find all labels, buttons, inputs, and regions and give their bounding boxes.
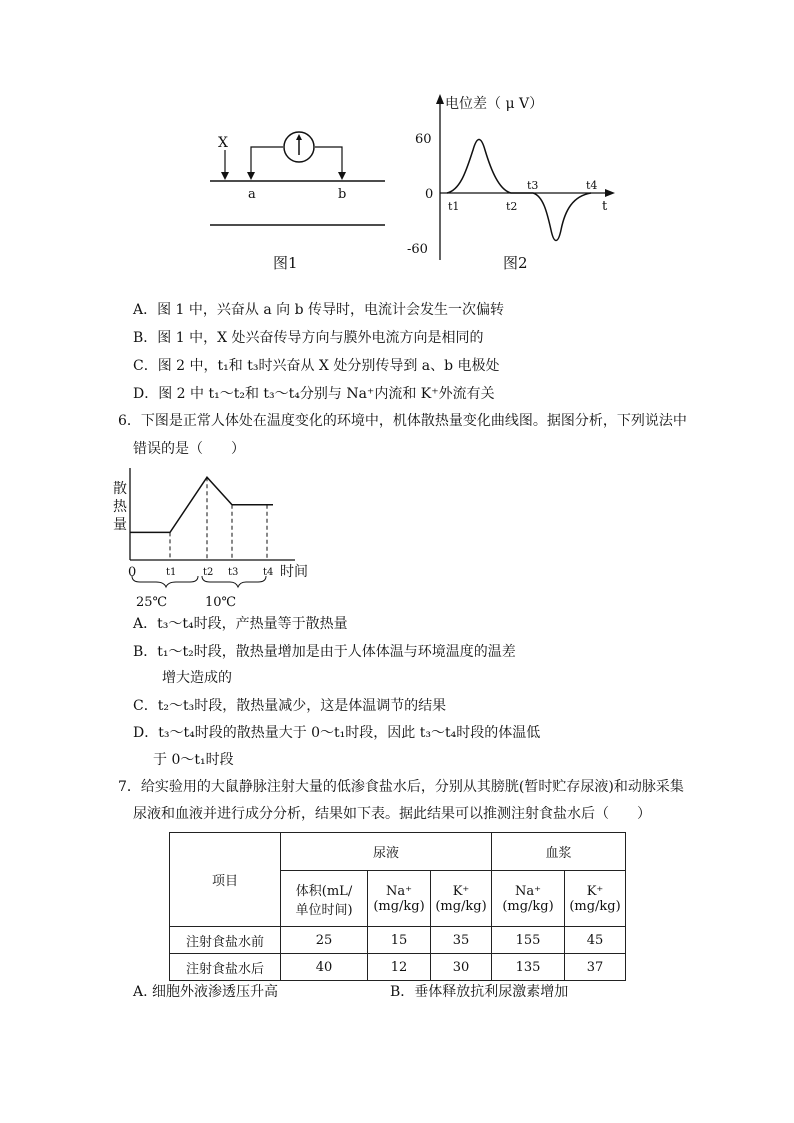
fig2-t4: t4 — [586, 179, 598, 192]
q7-data-table — [169, 832, 626, 981]
fig2-tick-0: 0 — [425, 187, 434, 202]
cell: 35 — [431, 927, 492, 954]
plasma-k-unit: (mg/kg) — [569, 898, 621, 914]
row-label: 注射食盐水前 — [170, 927, 281, 954]
fig2-x-axis-label: t — [602, 199, 608, 214]
q6-temp-right: 10℃ — [205, 595, 237, 610]
urine-k-unit: (mg/kg) — [435, 898, 487, 914]
table-row — [170, 927, 626, 954]
fig2-tick-60: 60 — [415, 132, 432, 147]
plasma-k-label: K⁺ — [586, 883, 604, 899]
fig2-y-axis-label: 电位差（ μ V） — [445, 96, 544, 112]
q6-tick-label: t1 — [166, 567, 177, 578]
stimulus-arrowhead — [221, 172, 229, 180]
table-header-item: 项目 — [170, 833, 281, 927]
q6-option-a: A．t₃～t₄时段，产热量等于散热量 — [133, 616, 348, 632]
q6-option-b-line2: 增大造成的 — [162, 670, 232, 686]
wire-left-arrowhead — [247, 172, 255, 180]
q6-stem-line2: 错误的是（ ） — [133, 441, 245, 457]
figure-2 — [395, 90, 625, 280]
q5-option-c: C．图 2 中，t₁和 t₃时兴奋从 X 处分别传导到 a、b 电极处 — [133, 358, 500, 374]
cell: 37 — [565, 954, 626, 981]
plasma-na-unit: (mg/kg) — [502, 898, 554, 914]
table-header-urine: 尿液 — [281, 833, 492, 871]
q6-heat-chart — [110, 458, 320, 618]
cell: 45 — [565, 927, 626, 954]
fig2-caption: 图2 — [503, 254, 528, 272]
cell: 135 — [492, 954, 565, 981]
fig2-t3: t3 — [527, 179, 539, 192]
table-subheader-urine-k — [431, 871, 492, 927]
cell: 12 — [368, 954, 431, 981]
urine-na-label: Na⁺ — [386, 883, 412, 899]
fig1-x-label: X — [218, 135, 228, 151]
cell: 25 — [281, 927, 368, 954]
fig2-tick-neg60: -60 — [407, 242, 428, 257]
fig2-y-arrowhead — [436, 94, 444, 104]
cell: 15 — [368, 927, 431, 954]
q6-origin: 0 — [128, 565, 137, 580]
q6-stem-line1: 6．下图是正常人体处在温度变化的环境中，机体散热量变化曲线图。据图分析，下列说法中 — [118, 413, 687, 429]
q6-y-label-2: 热 — [113, 499, 127, 515]
row-label: 注射食盐水后 — [170, 954, 281, 981]
volume-unit-line2: 单位时间) — [295, 902, 353, 918]
table-subheader-plasma-k — [565, 871, 626, 927]
wire-right — [315, 147, 342, 178]
table-subheader-volume — [281, 871, 368, 927]
fig1-a-label: a — [248, 187, 256, 202]
table-subheader-plasma-na — [492, 871, 565, 927]
cell: 40 — [281, 954, 368, 981]
q6-y-label-3: 量 — [113, 517, 127, 533]
wire-left — [251, 147, 283, 178]
wire-right-arrowhead — [338, 172, 346, 180]
fig1-caption: 图1 — [273, 254, 298, 272]
q6-tick-label: t4 — [263, 567, 274, 578]
plasma-na-label: Na⁺ — [515, 883, 541, 899]
q6-option-d-line1: D．t₃～t₄时段的散热量大于 0～t₁时段，因此 t₃～t₄时段的体温低 — [133, 725, 541, 741]
fig2-t1: t1 — [448, 200, 460, 213]
volume-unit-line1: 体积(mL/ — [295, 883, 353, 899]
q7-option-b: B．垂体释放抗利尿激素增加 — [390, 984, 569, 1000]
table-row — [170, 954, 626, 981]
q6-option-b-line1: B．t₁～t₂时段，散热量增加是由于人体体温与环境温度的温差 — [133, 644, 516, 660]
q6-tick-label: t2 — [203, 567, 214, 578]
table-subheader-urine-na — [368, 871, 431, 927]
q6-temp-left: 25℃ — [136, 595, 168, 610]
q7-stem-line1: 7．给实验用的大鼠静脉注射大量的低渗食盐水后，分别从其膀胱(暂时贮存尿液)和动脉采集 — [118, 779, 684, 795]
fig2-potential-curve — [447, 140, 591, 241]
urine-k-label: K⁺ — [452, 883, 470, 899]
q5-option-a: A．图 1 中，兴奋从 a 向 b 传导时，电流计会发生一次偏转 — [133, 302, 505, 318]
q6-option-d-line2: 于 0～t₁时段 — [153, 752, 234, 768]
q7-stem-line2: 尿液和血液并进行成分分析，结果如下表。据此结果可以推测注射食盐水后（ ） — [133, 806, 651, 822]
q6-brace-left — [132, 576, 198, 587]
q6-y-label-1: 散 — [113, 481, 127, 497]
cell: 30 — [431, 954, 492, 981]
urine-na-unit: (mg/kg) — [373, 898, 425, 914]
q5-option-d: D．图 2 中 t₁～t₂和 t₃～t₄分别与 Na⁺内流和 K⁺外流有关 — [133, 386, 495, 402]
fig2-t2: t2 — [506, 200, 518, 213]
fig2-x-arrowhead — [605, 189, 615, 197]
cell: 155 — [492, 927, 565, 954]
figure-1 — [205, 120, 395, 280]
table-header-plasma: 血浆 — [492, 833, 626, 871]
q6-tick-label: t3 — [228, 567, 239, 578]
q5-option-b: B．图 1 中，X 处兴奋传导方向与膜外电流方向是相同的 — [133, 330, 484, 346]
fig1-b-label: b — [338, 187, 347, 202]
q7-option-a: A. 细胞外液渗透压升高 — [133, 984, 279, 1000]
q6-option-c: C．t₂～t₃时段，散热量减少，这是体温调节的结果 — [133, 698, 447, 714]
q6-x-label: 时间 — [280, 564, 308, 580]
q6-heat-series-line — [130, 477, 273, 532]
